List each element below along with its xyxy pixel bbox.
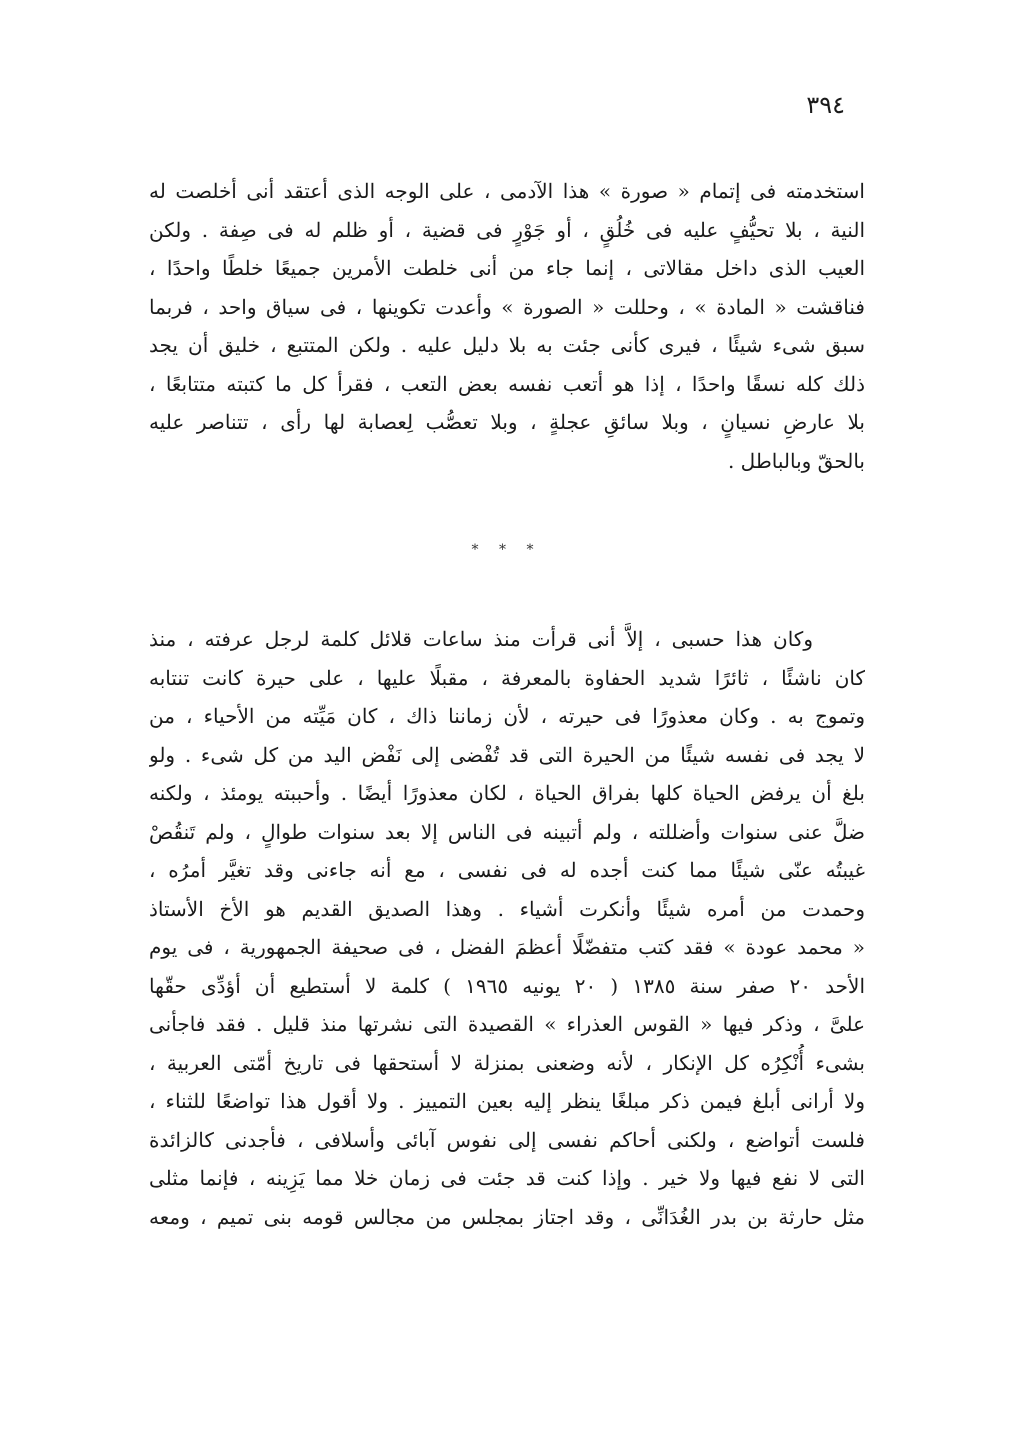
text-line: وكان هذا حسبى ، إلاَّ أنى قرأت منذ ساعات قلائل كلمة لرجل عرفته ، منذ bbox=[149, 627, 813, 651]
text-line: بالحقّ وبالباطل . bbox=[727, 448, 865, 473]
text-line: الأحد ٢٠ صفر سنة ١٣٨٥ ( ٢٠ يونيه ١٩٦٥ ) كلمة لا أستطيع أن أؤدِّى حقّها bbox=[149, 973, 865, 998]
text-line: وتموج به . وكان معذورًا فى حيرته ، لأن زماننا ذاك ، كان مَيِّته من الأحياء ، من bbox=[149, 704, 865, 728]
text-line: سبق شىء شيئًا ، فيرى كأنى جئت به بلا دليل عليه . ولكن المتتبع ، خليق أن يجد bbox=[149, 333, 865, 357]
text-line: علىَّ ، وذكر فيها « القوس العذراء » القصيدة التى نشرتها منذ قليل . فقد فاجأنى bbox=[149, 1012, 865, 1036]
text-line: لا يجد فى نفسه شيئًا من الحيرة التى قد تُفْضى إلى نَفْض اليد من كل شىء . ولو bbox=[149, 742, 865, 767]
text-line: وحمدت من أمره شيئًا وأنكرت أشياء . وهذا الصديق القديم هو الأخ الأستاذ bbox=[149, 896, 865, 921]
text-line: فناقشت « المادة » ، وحللت « الصورة » وأعدت تكوينها ، فى سياق واحد ، فربما bbox=[149, 294, 865, 319]
text-line: بلا عارضِ نسيانٍ ، وبلا سائقِ عجلةٍ ، وبلا تعصُّب لِعصابة لها رأى ، تتناصر عليه bbox=[149, 410, 865, 434]
text-line: غيبتُه عنّى شيئًا مما كنت أجده له فى نفسى ، مع أنه جاءنى وقد تغيَّر أمرُه ، bbox=[149, 858, 865, 882]
text-line: ذلك كله نسقًا واحدًا ، إذا هو أتعب نفسه بعض التعب ، فقرأ كل ما كتبته متتابعًا ، bbox=[149, 371, 865, 396]
text-line: كان ناشئًا ، ثائرًا شديد الحفاوة بالمعرفة ، مقبلًا عليها ، على حيرة كانت تنتابه bbox=[149, 665, 865, 690]
text-line: « محمد عودة » فقد كتب متفضّلًا أعظمَ الفضل ، فى صحيفة الجمهورية ، فى يوم bbox=[149, 935, 865, 959]
text-line: بلغ أن يرفض الحياة كلها بفراق الحياة ، لكان معذورًا أيضًا . وأحببته يومئذ ، ولكنه bbox=[149, 781, 865, 805]
text-line: النية ، بلا تحيُّفٍ عليه فى خُلُقٍ ، أو جَوْرٍ فى قضية ، أو ظلم له فى صِفة . ولكن bbox=[149, 217, 865, 242]
text-line: بشىء أُنْكِرُه كل الإنكار ، لأنه وضعنى بمنزلة لا أستحقها فى تاريخ أمّتى العربية ، bbox=[149, 1050, 865, 1075]
section-separator: * * * bbox=[471, 542, 542, 558]
page-number: ٣٩٤ bbox=[806, 91, 845, 119]
paragraph-2 bbox=[149, 620, 865, 1236]
text-line: ضلَّ عنى سنوات وأضللته ، ولم أتبينه فى الناس إلا بعد سنوات طوالٍ ، ولم تَنقُصْ bbox=[149, 819, 865, 844]
text-line: العيب الذى داخل مقالاتى ، إنما جاء من أنى خلطت الأمرين جميعًا خلطًا واحدًا ، bbox=[149, 256, 865, 280]
text-line: فلست أتواضع ، ولكنى أحاكم نفسى إلى نفوس آبائى وأسلافى ، فأجدنى كالزائدة bbox=[149, 1127, 865, 1152]
text-line: ولا أرانى أبلغ فيمن ذكر مبلغًا ينظر إليه بعين التمييز . ولا أقول هذا تواضعًا للثناء ، bbox=[149, 1089, 865, 1113]
paragraph-1 bbox=[149, 172, 865, 480]
text-line: مثل حارثة بن بدر الغُدَانِّى ، وقد اجتاز بمجلس من مجالس قومه بنى تميم ، ومعه bbox=[149, 1204, 865, 1229]
text-line: استخدمته فى إتمام « صورة » هذا الآدمى ، على الوجه الذى أعتقد أنى أخلصت له bbox=[149, 179, 865, 203]
text-line: التى لا نفع فيها ولا خير . وإذا كنت قد جئت فى زمان خلا مما يَزِينه ، فإنما مثلى bbox=[149, 1166, 865, 1190]
